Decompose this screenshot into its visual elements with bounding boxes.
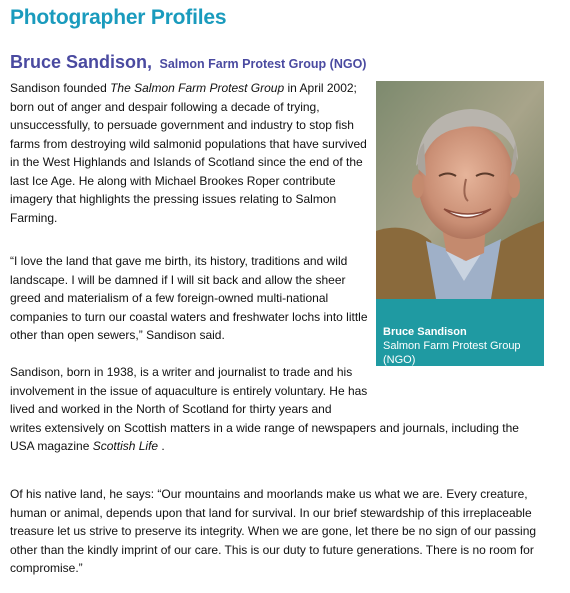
page-title: Photographer Profiles: [10, 6, 227, 29]
profile-heading: [10, 52, 366, 73]
caption-organization: Salmon Farm Protest Group (NGO): [383, 340, 521, 366]
bio-p1-text-a: Sandison founded: [10, 81, 111, 95]
caption-name: Bruce Sandison: [383, 326, 467, 338]
profile-photo-card: [376, 81, 544, 366]
bio-paragraph-3: [10, 363, 555, 456]
quote-paragraph: “I love the land that gave me birth, its history, traditions and wild landscape. I will be damned if I will sit back and allow the sheer greed and materialism of a few foreign-owned multi-national companies to turn our coastal waters and freshwater lochs into little other than open sewers,” Sandison said.: [10, 254, 368, 342]
magazine-name-italic: Scottish Life: [92, 439, 159, 453]
bio-p3-text-a: Sandison, born in 1938, is a writer and journalist to trade and his involvement in the issue of aquaculture is entirely voluntary. He has lived and worked in the North of Scotland for thirty years and: [10, 365, 368, 416]
photo-caption: [383, 325, 541, 367]
profile-organization: Salmon Farm Protest Group (NGO): [159, 57, 367, 71]
profile-name: Bruce Sandison,: [10, 52, 153, 72]
bio-p3-text-b: writes extensively on Scottish matters in a wide range of newspapers and journals, including the: [10, 420, 519, 435]
portrait-image: [376, 81, 544, 299]
bio-p1-text-b: in April 2002; born out of anger and despair following a decade of trying, unsuccessfully, to persuade government and industry to stop fish farms from destroying wild salmonid populations that have survived in the West Highlands and Islands of Scotland since the end of the last Ice Age. He along with Michael Brookes Roper contribute imagery that highlights the pressing issues relating to Salmon Farming.: [10, 81, 367, 225]
native-land-quote-paragraph: Of his native land, he says: “Our mountains and moorlands make us what we are. Every creature, human or animal, depends upon that land for survival. In our brief stewardship of this irreplaceable treasure let us strive to preserve its integrity. When we are gone, let there be no sign of our passing other than the kindly imprint of our care. This is our duty to future generations. There is no room for compromise.”: [10, 487, 537, 575]
bio-p3-text-d: .: [158, 439, 165, 453]
portrait-photo: [376, 81, 544, 299]
group-name-italic: The Salmon Farm Protest Group: [110, 81, 285, 95]
bio-p3-text-c: USA magazine: [10, 439, 93, 453]
bio-paragraph-1: [10, 79, 372, 227]
